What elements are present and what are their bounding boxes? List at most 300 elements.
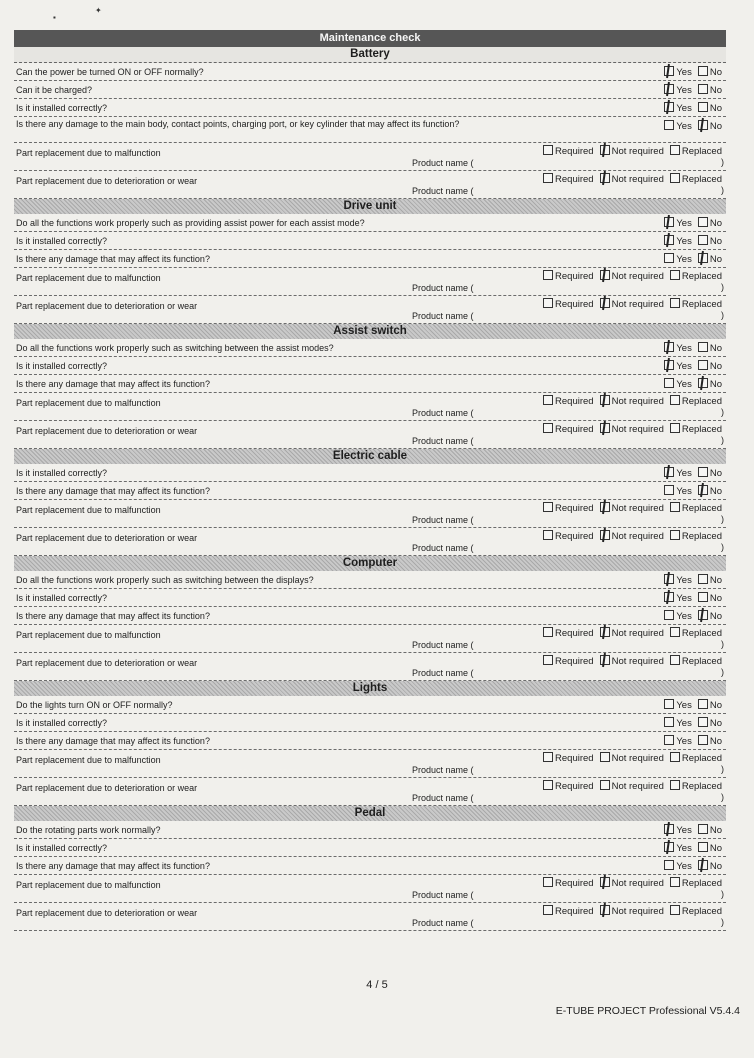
replacement-options: [537, 423, 722, 435]
product-name-field[interactable]: Product name (: [412, 890, 474, 900]
section-header: Drive unit: [14, 199, 726, 214]
maintenance-check-sheet: [14, 30, 726, 931]
yes-label: Yes: [676, 468, 692, 479]
not-required-label: Not required: [611, 628, 664, 639]
not-required-label: Not required: [611, 299, 664, 310]
replaced-checkbox[interactable]: [670, 530, 680, 540]
replaced-checkbox[interactable]: [670, 298, 680, 308]
yes-label: Yes: [676, 67, 692, 78]
yes-no-group: [658, 360, 722, 372]
page-title: Maintenance check: [14, 30, 726, 47]
question-row: [14, 117, 726, 143]
yes-label: Yes: [676, 121, 692, 132]
question-row: [14, 232, 726, 250]
yes-label: Yes: [676, 103, 692, 114]
product-name-field[interactable]: Product name (: [412, 436, 474, 446]
not-required-checkbox[interactable]: [600, 423, 610, 433]
yes-no-group: [658, 378, 722, 390]
no-label: No: [709, 843, 722, 854]
no-label: No: [709, 379, 722, 390]
no-checkbox[interactable]: [698, 467, 708, 477]
question-text: Is there any damage that may affect its function?: [16, 611, 210, 621]
no-label: No: [709, 218, 722, 229]
yes-no-group: [658, 253, 722, 265]
no-checkbox[interactable]: [698, 485, 708, 495]
no-checkbox[interactable]: [698, 235, 708, 245]
no-label: No: [709, 468, 722, 479]
close-paren: ): [721, 917, 724, 927]
yes-label: Yes: [676, 718, 692, 729]
yes-checkbox[interactable]: [664, 253, 674, 263]
question-text: Do all the functions work properly such as providing assist power for each assist mode?: [16, 218, 365, 228]
no-checkbox[interactable]: [698, 360, 708, 370]
no-label: No: [709, 700, 722, 711]
yes-checkbox[interactable]: [664, 66, 674, 76]
not-required-label: Not required: [611, 396, 664, 407]
replaced-label: Replaced: [681, 146, 722, 157]
question-row: [14, 821, 726, 839]
yes-checkbox[interactable]: [664, 360, 674, 370]
no-checkbox[interactable]: [698, 253, 708, 263]
not-required-label: Not required: [611, 781, 664, 792]
required-checkbox[interactable]: [543, 145, 553, 155]
required-label: Required: [555, 628, 594, 639]
section-header: Electric cable: [14, 449, 726, 464]
yes-label: Yes: [676, 825, 692, 836]
yes-label: Yes: [676, 575, 692, 586]
required-checkbox[interactable]: [543, 530, 553, 540]
not-required-checkbox[interactable]: [600, 173, 610, 183]
required-checkbox[interactable]: [543, 627, 553, 637]
required-checkbox[interactable]: [543, 173, 553, 183]
no-checkbox[interactable]: [698, 842, 708, 852]
required-checkbox[interactable]: [543, 270, 553, 280]
yes-no-group: [658, 217, 722, 229]
no-label: No: [709, 718, 722, 729]
required-label: Required: [555, 878, 594, 889]
required-checkbox[interactable]: [543, 752, 553, 762]
part-replacement-row: [14, 421, 726, 449]
question-row: [14, 81, 726, 99]
yes-checkbox[interactable]: [664, 102, 674, 112]
part-replacement-row: [14, 143, 726, 171]
yes-no-group: [658, 467, 722, 479]
not-required-checkbox[interactable]: [600, 298, 610, 308]
no-checkbox[interactable]: [698, 592, 708, 602]
no-checkbox[interactable]: [698, 824, 708, 834]
replaced-checkbox[interactable]: [670, 173, 680, 183]
part-replacement-row: [14, 500, 726, 528]
yes-label: Yes: [676, 361, 692, 372]
product-name-field[interactable]: Product name (: [412, 640, 474, 650]
no-label: No: [709, 611, 722, 622]
part-replacement-text: Part replacement due to deterioration or wear: [16, 301, 198, 311]
product-name-field[interactable]: Product name (: [412, 283, 474, 293]
replaced-label: Replaced: [681, 299, 722, 310]
required-label: Required: [555, 503, 594, 514]
required-checkbox[interactable]: [543, 780, 553, 790]
close-paren: ): [721, 157, 724, 167]
no-label: No: [709, 103, 722, 114]
yes-no-group: [658, 84, 722, 96]
replaced-label: Replaced: [681, 396, 722, 407]
replaced-checkbox[interactable]: [670, 905, 680, 915]
part-replacement-text: Part replacement due to deterioration or wear: [16, 783, 198, 793]
question-row: [14, 732, 726, 750]
no-checkbox[interactable]: [698, 860, 708, 870]
replaced-checkbox[interactable]: [670, 145, 680, 155]
question-text: Is it installed correctly?: [16, 236, 108, 246]
replaced-checkbox[interactable]: [670, 752, 680, 762]
replacement-options: [537, 270, 722, 282]
question-row: [14, 357, 726, 375]
replaced-checkbox[interactable]: [670, 423, 680, 433]
part-replacement-text: Part replacement due to deterioration or wear: [16, 908, 198, 918]
replaced-label: Replaced: [681, 503, 722, 514]
not-required-checkbox[interactable]: [600, 395, 610, 405]
question-row: [14, 589, 726, 607]
question-row: [14, 571, 726, 589]
required-label: Required: [555, 424, 594, 435]
replaced-label: Replaced: [681, 656, 722, 667]
no-checkbox[interactable]: [698, 84, 708, 94]
yes-no-group: [658, 120, 722, 132]
replacement-options: [537, 780, 722, 792]
no-checkbox[interactable]: [698, 574, 708, 584]
question-row: [14, 339, 726, 357]
part-replacement-row: [14, 171, 726, 199]
close-paren: ): [721, 542, 724, 552]
question-text: Do all the functions work properly such as switching between the assist modes?: [16, 343, 334, 353]
replacement-options: [537, 173, 722, 185]
yes-no-group: [658, 574, 722, 586]
part-replacement-row: [14, 653, 726, 681]
not-required-label: Not required: [611, 174, 664, 185]
no-label: No: [709, 736, 722, 747]
question-text: Is it installed correctly?: [16, 361, 108, 371]
yes-label: Yes: [676, 843, 692, 854]
product-name-field[interactable]: Product name (: [412, 793, 474, 803]
part-replacement-row: [14, 750, 726, 778]
yes-no-group: [658, 485, 722, 497]
yes-no-group: [658, 592, 722, 604]
replaced-label: Replaced: [681, 753, 722, 764]
yes-no-group: [658, 735, 722, 747]
required-checkbox[interactable]: [543, 395, 553, 405]
yes-no-group: [658, 860, 722, 872]
yes-checkbox[interactable]: [664, 120, 674, 130]
required-label: Required: [555, 271, 594, 282]
part-replacement-text: Part replacement due to malfunction: [16, 148, 161, 158]
close-paren: ): [721, 639, 724, 649]
part-replacement-row: [14, 903, 726, 931]
yes-checkbox[interactable]: [664, 699, 674, 709]
part-replacement-row: [14, 296, 726, 324]
yes-no-group: [658, 342, 722, 354]
not-required-checkbox[interactable]: [600, 502, 610, 512]
scan-speck: ▪: [53, 13, 56, 22]
question-text: Is there any damage that may affect its function?: [16, 861, 210, 871]
part-replacement-row: [14, 393, 726, 421]
product-name-field[interactable]: Product name (: [412, 515, 474, 525]
question-text: Is it installed correctly?: [16, 718, 108, 728]
product-name-field[interactable]: Product name (: [412, 311, 474, 321]
question-text: Is there any damage that may affect its function?: [16, 379, 210, 389]
replaced-checkbox[interactable]: [670, 502, 680, 512]
yes-no-group: [658, 842, 722, 854]
product-name-field[interactable]: Product name (: [412, 765, 474, 775]
not-required-checkbox[interactable]: [600, 877, 610, 887]
yes-no-group: [658, 717, 722, 729]
section-header: Battery: [14, 47, 726, 63]
part-replacement-text: Part replacement due to deterioration or wear: [16, 176, 198, 186]
required-label: Required: [555, 781, 594, 792]
yes-checkbox[interactable]: [664, 485, 674, 495]
replaced-checkbox[interactable]: [670, 395, 680, 405]
yes-checkbox[interactable]: [664, 342, 674, 352]
required-label: Required: [555, 299, 594, 310]
replaced-label: Replaced: [681, 781, 722, 792]
sections-container: [14, 47, 726, 931]
no-label: No: [709, 861, 722, 872]
part-replacement-text: Part replacement due to malfunction: [16, 398, 161, 408]
part-replacement-row: [14, 528, 726, 556]
yes-label: Yes: [676, 379, 692, 390]
page-number: 4 / 5: [366, 979, 388, 991]
close-paren: ): [721, 185, 724, 195]
yes-label: Yes: [676, 611, 692, 622]
yes-no-group: [658, 824, 722, 836]
no-label: No: [709, 254, 722, 265]
question-text: Is there any damage that may affect its function?: [16, 736, 210, 746]
required-checkbox[interactable]: [543, 905, 553, 915]
replacement-options: [537, 627, 722, 639]
yes-checkbox[interactable]: [664, 84, 674, 94]
not-required-label: Not required: [611, 906, 664, 917]
no-checkbox[interactable]: [698, 120, 708, 130]
yes-label: Yes: [676, 861, 692, 872]
question-row: [14, 857, 726, 875]
replaced-checkbox[interactable]: [670, 270, 680, 280]
part-replacement-text: Part replacement due to deterioration or wear: [16, 658, 198, 668]
not-required-label: Not required: [611, 878, 664, 889]
yes-label: Yes: [676, 343, 692, 354]
yes-checkbox[interactable]: [664, 842, 674, 852]
question-text: Can the power be turned ON or OFF normally?: [16, 67, 204, 77]
no-checkbox[interactable]: [698, 717, 708, 727]
question-row: [14, 696, 726, 714]
no-label: No: [709, 575, 722, 586]
question-row: [14, 214, 726, 232]
yes-no-group: [658, 610, 722, 622]
product-name-field[interactable]: Product name (: [412, 158, 474, 168]
product-name-field[interactable]: Product name (: [412, 668, 474, 678]
question-text: Is it installed correctly?: [16, 468, 108, 478]
section-header: Computer: [14, 556, 726, 571]
no-checkbox[interactable]: [698, 66, 708, 76]
part-replacement-row: [14, 778, 726, 806]
replaced-checkbox[interactable]: [670, 877, 680, 887]
yes-checkbox[interactable]: [664, 824, 674, 834]
question-text: Is it installed correctly?: [16, 593, 108, 603]
no-label: No: [709, 825, 722, 836]
part-replacement-text: Part replacement due to deterioration or wear: [16, 426, 198, 436]
required-label: Required: [555, 174, 594, 185]
not-required-label: Not required: [611, 146, 664, 157]
no-label: No: [709, 85, 722, 96]
no-checkbox[interactable]: [698, 378, 708, 388]
part-replacement-row: [14, 625, 726, 653]
required-checkbox[interactable]: [543, 655, 553, 665]
no-label: No: [709, 486, 722, 497]
yes-checkbox[interactable]: [664, 378, 674, 388]
replaced-label: Replaced: [681, 878, 722, 889]
question-row: [14, 99, 726, 117]
yes-no-group: [658, 699, 722, 711]
required-checkbox[interactable]: [543, 502, 553, 512]
yes-label: Yes: [676, 700, 692, 711]
yes-checkbox[interactable]: [664, 574, 674, 584]
replaced-label: Replaced: [681, 628, 722, 639]
replacement-options: [537, 502, 722, 514]
question-text: Do the rotating parts work normally?: [16, 825, 161, 835]
close-paren: ): [721, 667, 724, 677]
no-checkbox[interactable]: [698, 699, 708, 709]
not-required-checkbox[interactable]: [600, 655, 610, 665]
not-required-checkbox[interactable]: [600, 752, 610, 762]
no-label: No: [709, 361, 722, 372]
yes-label: Yes: [676, 486, 692, 497]
replaced-label: Replaced: [681, 174, 722, 185]
not-required-label: Not required: [611, 424, 664, 435]
no-checkbox[interactable]: [698, 102, 708, 112]
question-text: Do all the functions work properly such as switching between the displays?: [16, 575, 314, 585]
not-required-label: Not required: [611, 753, 664, 764]
yes-checkbox[interactable]: [664, 610, 674, 620]
question-row: [14, 714, 726, 732]
replaced-label: Replaced: [681, 424, 722, 435]
required-checkbox[interactable]: [543, 298, 553, 308]
product-name-field[interactable]: Product name (: [412, 408, 474, 418]
section-header: Assist switch: [14, 324, 726, 339]
replacement-options: [537, 752, 722, 764]
close-paren: ): [721, 792, 724, 802]
product-name-field[interactable]: Product name (: [412, 918, 474, 928]
yes-label: Yes: [676, 85, 692, 96]
not-required-label: Not required: [611, 271, 664, 282]
replaced-checkbox[interactable]: [670, 655, 680, 665]
question-text: Is it installed correctly?: [16, 843, 108, 853]
required-checkbox[interactable]: [543, 877, 553, 887]
replacement-options: [537, 655, 722, 667]
required-label: Required: [555, 146, 594, 157]
not-required-checkbox[interactable]: [600, 627, 610, 637]
part-replacement-text: Part replacement due to malfunction: [16, 505, 161, 515]
question-row: [14, 250, 726, 268]
app-version: E-TUBE PROJECT Professional V5.4.4: [555, 1005, 740, 1017]
product-name-field[interactable]: Product name (: [412, 186, 474, 196]
required-label: Required: [555, 906, 594, 917]
yes-label: Yes: [676, 736, 692, 747]
yes-checkbox[interactable]: [664, 467, 674, 477]
not-required-checkbox[interactable]: [600, 270, 610, 280]
close-paren: ): [721, 282, 724, 292]
replaced-checkbox[interactable]: [670, 627, 680, 637]
replaced-checkbox[interactable]: [670, 780, 680, 790]
no-label: No: [709, 121, 722, 132]
question-text: Do the lights turn ON or OFF normally?: [16, 700, 173, 710]
question-row: [14, 375, 726, 393]
yes-checkbox[interactable]: [664, 735, 674, 745]
question-row: [14, 607, 726, 625]
question-row: [14, 482, 726, 500]
no-checkbox[interactable]: [698, 610, 708, 620]
yes-checkbox[interactable]: [664, 717, 674, 727]
part-replacement-text: Part replacement due to deterioration or wear: [16, 533, 198, 543]
replacement-options: [537, 298, 722, 310]
not-required-checkbox[interactable]: [600, 780, 610, 790]
question-text: Can it be charged?: [16, 85, 93, 95]
not-required-label: Not required: [611, 656, 664, 667]
part-replacement-row: [14, 268, 726, 296]
replacement-options: [537, 530, 722, 542]
replacement-options: [537, 905, 722, 917]
question-text: Is there any damage that may affect its function?: [16, 486, 210, 496]
yes-label: Yes: [676, 254, 692, 265]
no-label: No: [709, 343, 722, 354]
no-checkbox[interactable]: [698, 217, 708, 227]
product-name-field[interactable]: Product name (: [412, 543, 474, 553]
yes-label: Yes: [676, 593, 692, 604]
close-paren: ): [721, 435, 724, 445]
not-required-label: Not required: [611, 531, 664, 542]
no-checkbox[interactable]: [698, 735, 708, 745]
question-text: Is there any damage to the main body, contact points, charging port, or key cylinder that may affect its function?: [16, 119, 460, 129]
yes-checkbox[interactable]: [664, 217, 674, 227]
no-checkbox[interactable]: [698, 342, 708, 352]
question-row: [14, 464, 726, 482]
question-text: Is there any damage that may affect its function?: [16, 254, 210, 264]
part-replacement-text: Part replacement due to malfunction: [16, 755, 161, 765]
required-label: Required: [555, 656, 594, 667]
scan-speck: ✦: [95, 6, 102, 15]
yes-checkbox[interactable]: [664, 860, 674, 870]
yes-checkbox[interactable]: [664, 235, 674, 245]
yes-no-group: [658, 235, 722, 247]
replacement-options: [537, 145, 722, 157]
required-label: Required: [555, 753, 594, 764]
question-row: [14, 63, 726, 81]
part-replacement-text: Part replacement due to malfunction: [16, 630, 161, 640]
yes-checkbox[interactable]: [664, 592, 674, 602]
not-required-checkbox[interactable]: [600, 530, 610, 540]
close-paren: ): [721, 407, 724, 417]
replacement-options: [537, 877, 722, 889]
replaced-label: Replaced: [681, 271, 722, 282]
question-text: Is it installed correctly?: [16, 103, 108, 113]
no-label: No: [709, 67, 722, 78]
close-paren: ): [721, 514, 724, 524]
not-required-checkbox[interactable]: [600, 145, 610, 155]
part-replacement-text: Part replacement due to malfunction: [16, 273, 161, 283]
replaced-label: Replaced: [681, 906, 722, 917]
required-checkbox[interactable]: [543, 423, 553, 433]
no-label: No: [709, 236, 722, 247]
not-required-checkbox[interactable]: [600, 905, 610, 915]
yes-no-group: [658, 102, 722, 114]
required-label: Required: [555, 531, 594, 542]
not-required-label: Not required: [611, 503, 664, 514]
